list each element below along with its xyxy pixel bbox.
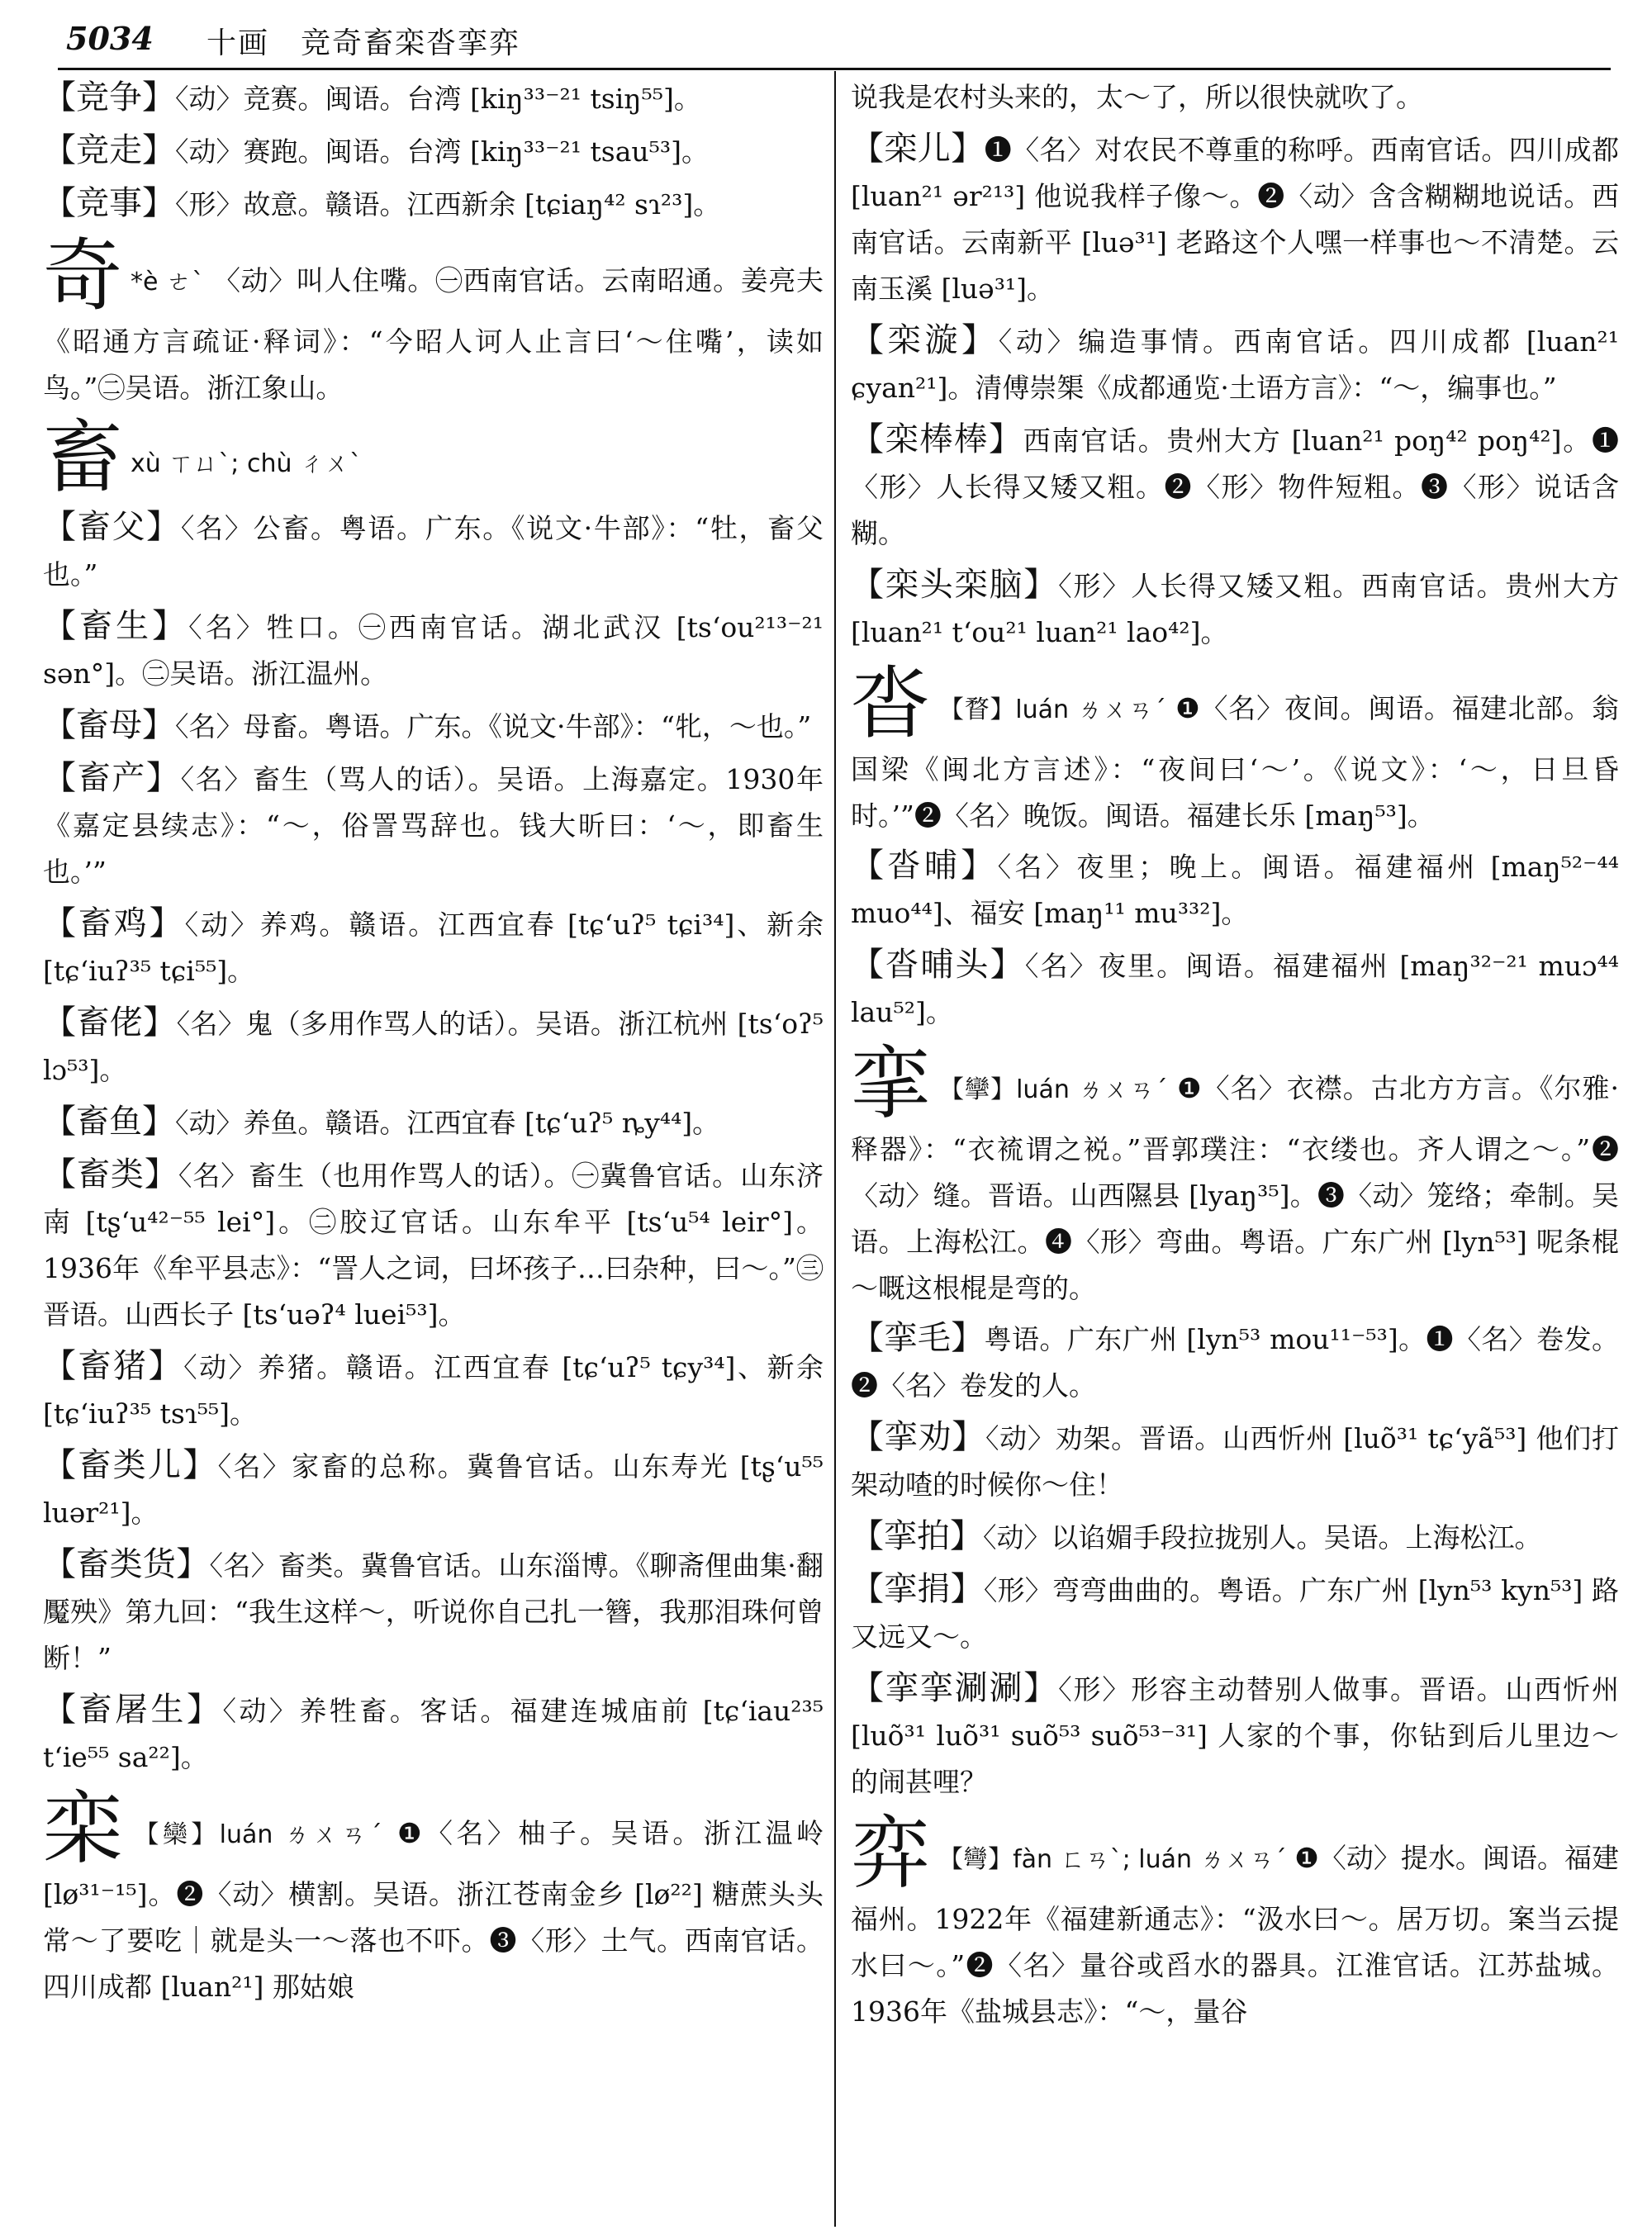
entry-headword: 【畜父】: [43, 508, 181, 546]
character-entry: [43, 1782, 824, 2010]
entry-headword: 【竞事】: [43, 184, 175, 222]
definition-text: 粤语。广东广州 [lyn⁵³ mou¹¹⁻⁵³]。❶〈名〉卷发。❷〈名〉卷发的人。: [851, 1323, 1619, 1402]
definition-text: 〈形〉形容主动替别人做事。晋语。山西忻州 [luõ³¹ luõ³¹ suõ⁵³ suõ⁵³⁻³¹] 人家的个事，你钻到后儿里边～的闹甚哩？: [851, 1673, 1619, 1798]
dictionary-entry: [851, 942, 1619, 1036]
dictionary-entry: [851, 1513, 1619, 1561]
dictionary-entry: [43, 999, 824, 1094]
dictionary-entry: [851, 1665, 1619, 1805]
definition-text: 〈名〉畜生（骂人的话）。吴语。上海嘉定。1930年《嘉定县续志》：“～，俗詈骂辞也。钱大昕曰：‘～，即畜生也。’”: [43, 763, 824, 888]
definition-text: 〈名〉母畜。粤语。广东。《说文·牛部》：“牝，～也。”: [175, 710, 812, 743]
entry-headword: 【沓晡头】: [851, 946, 1025, 984]
dictionary-entry: [43, 74, 824, 122]
entry-headword: 【畜佬】: [43, 1004, 177, 1041]
definition-text: 〈形〉人长得又矮又粗。西南官话。贵州大方 [luan²¹ t‘ou²¹ luan²¹ lao⁴²]。: [851, 570, 1619, 648]
entry-headword: 【挛挛涮涮】: [851, 1669, 1059, 1707]
definition-text: 〈动〉养牲畜。客话。福建连城庙前 [tɕ‘iau²³⁵ t‘ie⁵⁵ sa²²]。: [43, 1695, 824, 1773]
definition-text: 〈形〉弯弯曲曲的。粤语。广东广州 [lyn⁵³ kyn⁵³] 路又远又～。: [851, 1574, 1619, 1653]
definition-text: 〈名〉公畜。粤语。广东。《说文·牛部》：“牡，畜父也。”: [43, 512, 824, 591]
page-number: 5034: [66, 20, 154, 57]
character-entry: [851, 1807, 1619, 2035]
left-column: [43, 74, 824, 2222]
dictionary-entry: [43, 1541, 824, 1682]
entry-headword: 【栾漩】: [851, 321, 999, 359]
definition-text: 〈动〉叫人住嘴。㊀西南官话。云南昭通。姜亮夫《昭通方言疏证·释词》：“今昭人诃人止言曰‘～住嘴’，读如鸟。”㊁吴语。浙江象山。: [43, 264, 824, 404]
section-title: 十画 竞奇畜栾沓挛弈: [206, 26, 521, 60]
definition-text: ❶〈名〉夜间。闽语。福建北部。翁国梁《闽北方言述》：“夜间曰‘～’。《说文》：‘～，日旦昏时。’”❷〈名〉晚饭。闽语。福建长乐 [maŋ⁵³]。: [851, 692, 1619, 832]
dictionary-entry: [43, 1098, 824, 1146]
definition-text: ❶〈名〉柚子。吴语。浙江温岭 [lø³¹⁻¹⁵]。❷〈动〉横割。吴语。浙江苍南金乡 [lø²²] 糖蔗头头常～了要吃｜就是头一～落也不吓。❸〈形〉土气。西南官话。四川成都 [luan²¹] 那姑娘: [43, 1817, 824, 2003]
dictionary-entry: [851, 126, 1619, 312]
dictionary-entry: [851, 317, 1619, 411]
headword-character: 栾: [43, 1782, 122, 1875]
dictionary-entry: [43, 603, 824, 697]
definition-text: 〈名〉夜里。闽语。福建福州 [maŋ³²⁻²¹ muɔ⁴⁴ lau⁵²]。: [851, 950, 1619, 1028]
definition-text: 〈动〉养猪。赣语。江西宜春 [tɕ‘uʔ⁵ tɕy³⁴]、新余 [tɕ‘iuʔ³⁵ tsɿ⁵⁵]。: [43, 1351, 824, 1430]
character-entry: [851, 1037, 1619, 1312]
entry-headword: 【竞走】: [43, 131, 175, 169]
entry-headword: 【挛劝】: [851, 1418, 985, 1456]
entry-headword: 【畜母】: [43, 706, 175, 744]
entry-headword: 【畜产】: [43, 759, 181, 797]
column-divider: [834, 71, 836, 2227]
definition-text: 〈名〉夜里；晚上。闽语。福建福州 [maŋ⁵²⁻⁴⁴ muo⁴⁴]、福安 [maŋ¹¹ mu³³²]。: [851, 851, 1619, 929]
pronunciation: 【攣】luán ㄌㄨㄢˊ: [938, 1075, 1178, 1104]
definition-text: 〈名〉家畜的总称。冀鲁官话。山东寿光 [tʂ‘u⁵⁵ luər²¹]。: [43, 1450, 824, 1529]
pronunciation: 【彎】fàn ㄈㄢˋ; luán ㄌㄨㄢˊ: [938, 1845, 1295, 1874]
entry-headword: 【畜类货】: [43, 1545, 210, 1583]
definition-text: 〈形〉故意。赣语。江西新余 [tɕiaŋ⁴² sɿ²³]。: [175, 188, 721, 221]
definition-text: 〈动〉养鱼。赣语。江西宜春 [tɕ‘uʔ⁵ ȵy⁴⁴]。: [175, 1107, 720, 1139]
entry-headword: 【畜猪】: [43, 1347, 184, 1385]
pronunciation: 【欒】luán ㄌㄨㄢˊ: [131, 1820, 397, 1849]
entry-headword: 【栾儿】: [851, 130, 985, 168]
dictionary-entry: [43, 1151, 824, 1338]
dictionary-entry: [43, 1442, 824, 1536]
character-entry: [851, 657, 1619, 839]
character-entry: [43, 230, 824, 411]
definition-text: ❶〈动〉提水。闽语。福建福州。1922年《福建新通志》：“汲水曰～。居万切。案当云提水曰～。”❷〈名〉量谷或舀水的器具。江淮官话。江苏盐城。1936年《盐城县志》：“～，量谷: [851, 1842, 1619, 2028]
definition-text: 〈名〉鬼（多用作骂人的话）。吴语。浙江杭州 [ts‘oʔ⁵ lɔ⁵³]。: [43, 1008, 824, 1086]
definition-text: 西南官话。贵州大方 [luan²¹ poŋ⁴² poŋ⁴²]。❶〈形〉人长得又矮又粗。❷〈形〉物件短粗。❸〈形〉说话含糊。: [851, 425, 1619, 549]
pronunciation: *è ㄜˋ: [131, 268, 214, 297]
entry-headword: 【畜鱼】: [43, 1103, 175, 1141]
dictionary-entry: [851, 1566, 1619, 1660]
dictionary-entry: [851, 562, 1619, 656]
definition-text: 〈名〉畜生（也用作骂人的话）。㊀冀鲁官话。山东济南 [tʂ‘u⁴²⁻⁵⁵ lei°]。㊁胶辽官话。山东牟平 [ts‘u⁵⁴ leir°]。1936年《牟平县志》：“詈人之词，曰坏孩子…曰杂种，曰～。”㊂晋语。山西长子 [ts‘uəʔ⁴ luei⁵³]。: [43, 1160, 824, 1331]
header-rule: [58, 68, 1611, 70]
headword-character: 沓: [851, 657, 930, 750]
dictionary-entry: [43, 1343, 824, 1437]
entry-headword: 【畜类儿】: [43, 1446, 218, 1484]
entry-headword: 【畜类】: [43, 1155, 178, 1193]
entry-headword: 【畜屠生】: [43, 1691, 223, 1729]
character-entry: [43, 411, 824, 504]
entry-headword: 【挛捐】: [851, 1570, 984, 1608]
pronunciation: 【瞀】luán ㄌㄨㄢˊ: [938, 695, 1176, 724]
dictionary-entry: [43, 504, 824, 598]
headword-character: 畜: [43, 411, 122, 504]
headword-character: 挛: [851, 1037, 930, 1130]
definition-text: 〈动〉赛跑。闽语。台湾 [kiŋ³³⁻²¹ tsau⁵³]。: [175, 135, 709, 168]
entry-headword: 【挛拍】: [851, 1517, 983, 1555]
right-column: [851, 74, 1619, 2222]
dictionary-entry: [43, 180, 824, 228]
continued-text: 说我是农村头来的，太～了，所以很快就吹了。: [851, 81, 1423, 113]
dictionary-entry: [43, 702, 824, 750]
page-header: [66, 15, 1611, 66]
definition-text: ❶〈名〉衣襟。古北方方言。《尔雅·释器》：“衣裗谓之裞。”晋郭璞注：“衣缕也。齐人谓之～。”❷〈动〉缝。晋语。山西隰县 [lyaŋ³⁵]。❸〈动〉笼络；牵制。吴语。上海松江。❹〈形〉弯曲。粤语。广东广州 [lyn⁵³] 呢条棍～嘅这根棍是弯的。: [851, 1072, 1619, 1304]
definition-text: 〈名〉畜类。冀鲁官话。山东淄博。《聊斋俚曲集·翻魘殃》第九回：“我生这样～，听说你自己扎一簪，我那泪珠何曾断！”: [43, 1549, 824, 1674]
definition-text: 〈名〉牲口。㊀西南官话。湖北武汉 [ts‘ou²¹³⁻²¹ sən°]。㊁吴语。浙江温州。: [43, 611, 824, 690]
entry-headword: 【竞争】: [43, 78, 175, 116]
entry-headword: 【栾棒棒】: [851, 420, 1023, 458]
definition-text: 〈动〉竞赛。闽语。台湾 [kiŋ³³⁻²¹ tsiŋ⁵⁵]。: [175, 83, 701, 115]
definition-text: 〈动〉养鸡。赣语。江西宜春 [tɕ‘uʔ⁵ tɕi³⁴]、新余 [tɕ‘iuʔ³⁵ tɕi⁵⁵]。: [43, 909, 824, 987]
dictionary-entry: [851, 1315, 1619, 1409]
entry-headword: 【挛毛】: [851, 1319, 985, 1357]
definition-text: 〈动〉劝架。晋语。山西忻州 [luõ³¹ tɕ‘yã⁵³] 他们打架动喳的时候你～住！: [851, 1422, 1619, 1501]
headword-character: 奇: [43, 230, 122, 322]
dictionary-entry: [43, 1687, 824, 1781]
dictionary-entry: [43, 900, 824, 994]
headword-character: 弈: [851, 1807, 930, 1900]
definition-text: ❶〈名〉对农民不尊重的称呼。西南官话。四川成都 [luan²¹ ər²¹³] 他说我样子像～。❷〈动〉含含糊糊地说话。西南官话。云南新平 [luə³¹] 老路这个人嘿一样事也～不清楚。云南玉溪 [luə³¹]。: [851, 134, 1619, 305]
dictionary-entry: [851, 842, 1619, 937]
dictionary-entry: [43, 127, 824, 175]
definition-text: 〈动〉编造事情。西南官话。四川成都 [luan²¹ ɕyan²¹]。清傅崇榘《成都通览·土语方言》：“～，编事也。”: [851, 325, 1619, 404]
entry-headword: 【畜生】: [43, 607, 189, 645]
dictionary-entry: [43, 755, 824, 895]
entry-headword: 【沓晡】: [851, 847, 998, 885]
dictionary-entry: [851, 1414, 1619, 1508]
pronunciation: xù ㄒㄩˋ; chù ㄔㄨˋ: [131, 449, 363, 478]
definition-text: 〈动〉以谄媚手段拉拢别人。吴语。上海松江。: [983, 1521, 1542, 1554]
entry-headword: 【栾头栾脑】: [851, 566, 1059, 604]
dictionary-entry: [851, 416, 1619, 557]
entry-headword: 【畜鸡】: [43, 904, 185, 942]
